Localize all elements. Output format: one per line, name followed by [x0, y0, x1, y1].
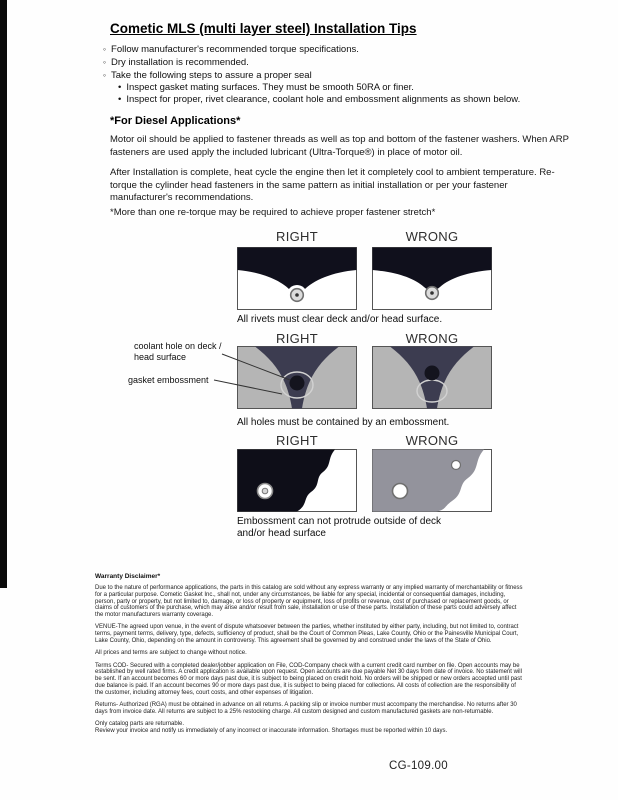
- warranty-paragraph: VENUE-The agreed upon venue, in the event of dispute whatsoever between the parties, whether instituted by either party, including, but not limited to, contract terms, payment terms, delivery, type, defects, sufficiency of product, shall be the Court of Common Pleas, Lake County, Ohio or the Painesville Municipal Court, Lake County, Ohio, depending on the amount in controversy. This agreement shall be governed by and construed under the laws of the State of Ohio.: [95, 624, 519, 645]
- bullet-marker: ◦: [103, 57, 107, 67]
- embossment-containment-right-diagram: [237, 346, 357, 409]
- list-item: [103, 69, 520, 82]
- tip-text: Take the following steps to assure a proper seal: [111, 70, 312, 81]
- row3-caption-line2: and/or head surface: [237, 528, 326, 539]
- embossment-containment-wrong-diagram: [372, 346, 492, 409]
- sub-bullet-marker: •: [118, 82, 122, 93]
- list-item: [103, 56, 520, 69]
- diagrams-section: [120, 228, 510, 543]
- warranty-paragraph: All prices and terms are subject to change without notice.: [95, 650, 247, 657]
- left-edge-bar: [0, 0, 7, 588]
- row1-wrong-header: WRONG: [405, 229, 459, 244]
- warranty-paragraph: Review your invoice and notify us immediately of any incorrect or inaccurate information. Shortages must be reported within 10 days.: [95, 728, 448, 735]
- warranty-paragraph: Only catalog parts are returnable.: [95, 721, 185, 728]
- bullet-marker: ◦: [103, 44, 107, 54]
- tip-text: Inspect gasket mating surfaces. They must be smooth 50RA or finer.: [126, 82, 414, 93]
- rivet-clearance-wrong-diagram: [372, 247, 492, 310]
- embossment-protrusion-right-diagram: [237, 449, 357, 512]
- diesel-paragraph-1: Motor oil should be applied to fastener threads as well as top and bottom of the fastener washers. When ARP fasteners are used apply the included lubricant (Ultra-Torque®) in place of motor oil.: [110, 134, 569, 158]
- tips-list: [103, 43, 520, 106]
- gasket-embossment-label: gasket embossment: [128, 375, 209, 385]
- row3-wrong-header: WRONG: [405, 433, 459, 448]
- tip-text: Dry installation is recommended.: [111, 57, 249, 68]
- warranty-paragraph: Terms COD- Secured with a completed dealer/jobber application on File, COD-Company check with a current credit card number on file. Open accounts may be established by well rated firms. A credit application is available upon request. Open accounts are due payable Net 30 days from date of invoice. No statement will be sent. If an account becomes 60 or more days past due, it is subject to being placed on credit hold. No orders will be shipped or new orders accepted until past due balance is paid. If an account becomes 90 or more days past due, it is subject to being placed for collections. All costs of collection are the responsibility of the customer, including attorney fees, court costs, and other expenses of litigation.: [95, 662, 522, 696]
- row3-caption-line1: Embossment can not protrude outside of deck: [237, 516, 442, 527]
- warranty-paragraph: Due to the nature of performance applications, the parts in this catalog are sold without any express warranty or any implied warranty of merchantability or fitness for a particular purpose. Cometic Gasket Inc., shall not, under any circumstances, be liable for any special, incidental or consequential damages, including, person, party or property, but not limited to, damage, or loss of property or equipment, loss of profits or revenue, cost of purchased or replacement goods, or claims of customers of the purchase, which may arise and/or result from sale, installation or use of these parts. Installation of these parts could adversely affect the motor manufacturers warranty coverage.: [95, 585, 523, 619]
- row1-caption: All rivets must clear deck and/or head surface.: [237, 314, 443, 325]
- coolant-hole-label: coolant hole on deck / head surface: [134, 341, 222, 362]
- diesel-paragraph-2: After Installation is complete, heat cycle the engine then let it completely cool to ambient temperature. Re-torque the cylinder head fasteners in the same pattern as initial installation or per your fastener manufacturer's recommendations.: [110, 167, 555, 204]
- sub-bullet-marker: •: [118, 94, 122, 105]
- row2-caption: All holes must be contained by an embossment.: [237, 417, 450, 428]
- list-item: [118, 94, 520, 106]
- warranty-heading: Warranty Disclaimer*: [95, 573, 161, 580]
- row1-right-header: RIGHT: [276, 229, 318, 244]
- embossment-protrusion-wrong-diagram: [372, 449, 492, 512]
- retorque-note: *More than one re-torque may be required to achieve proper fastener stretch*: [110, 207, 436, 218]
- list-item: [118, 82, 520, 94]
- diesel-applications-heading: *For Diesel Applications*: [110, 115, 241, 127]
- list-item: [103, 43, 520, 56]
- rivet-clearance-right-diagram: [237, 247, 357, 310]
- page-code: CG-109.00: [389, 760, 448, 772]
- warranty-disclaimer: [95, 573, 525, 740]
- page-title: Cometic MLS (multi layer steel) Installation Tips: [110, 21, 417, 36]
- tip-text: Follow manufacturer's recommended torque specifications.: [111, 44, 359, 55]
- warranty-paragraph: Returns- Authorized (RGA) must be obtained in advance on all returns. A packing slip or invoice number must accompany the merchandise. No returns after 30 days from invoice date. All returns are subject to a 25% restocking charge. All custom designed and custom manufactured gaskets are non-returnable.: [95, 702, 517, 715]
- row3-right-header: RIGHT: [276, 433, 318, 448]
- row2-wrong-header: WRONG: [405, 331, 459, 346]
- tip-text: Inspect for proper, rivet clearance, coolant hole and embossment alignments as shown below.: [126, 94, 521, 105]
- row2-right-header: RIGHT: [276, 331, 318, 346]
- bullet-marker: ◦: [103, 70, 107, 80]
